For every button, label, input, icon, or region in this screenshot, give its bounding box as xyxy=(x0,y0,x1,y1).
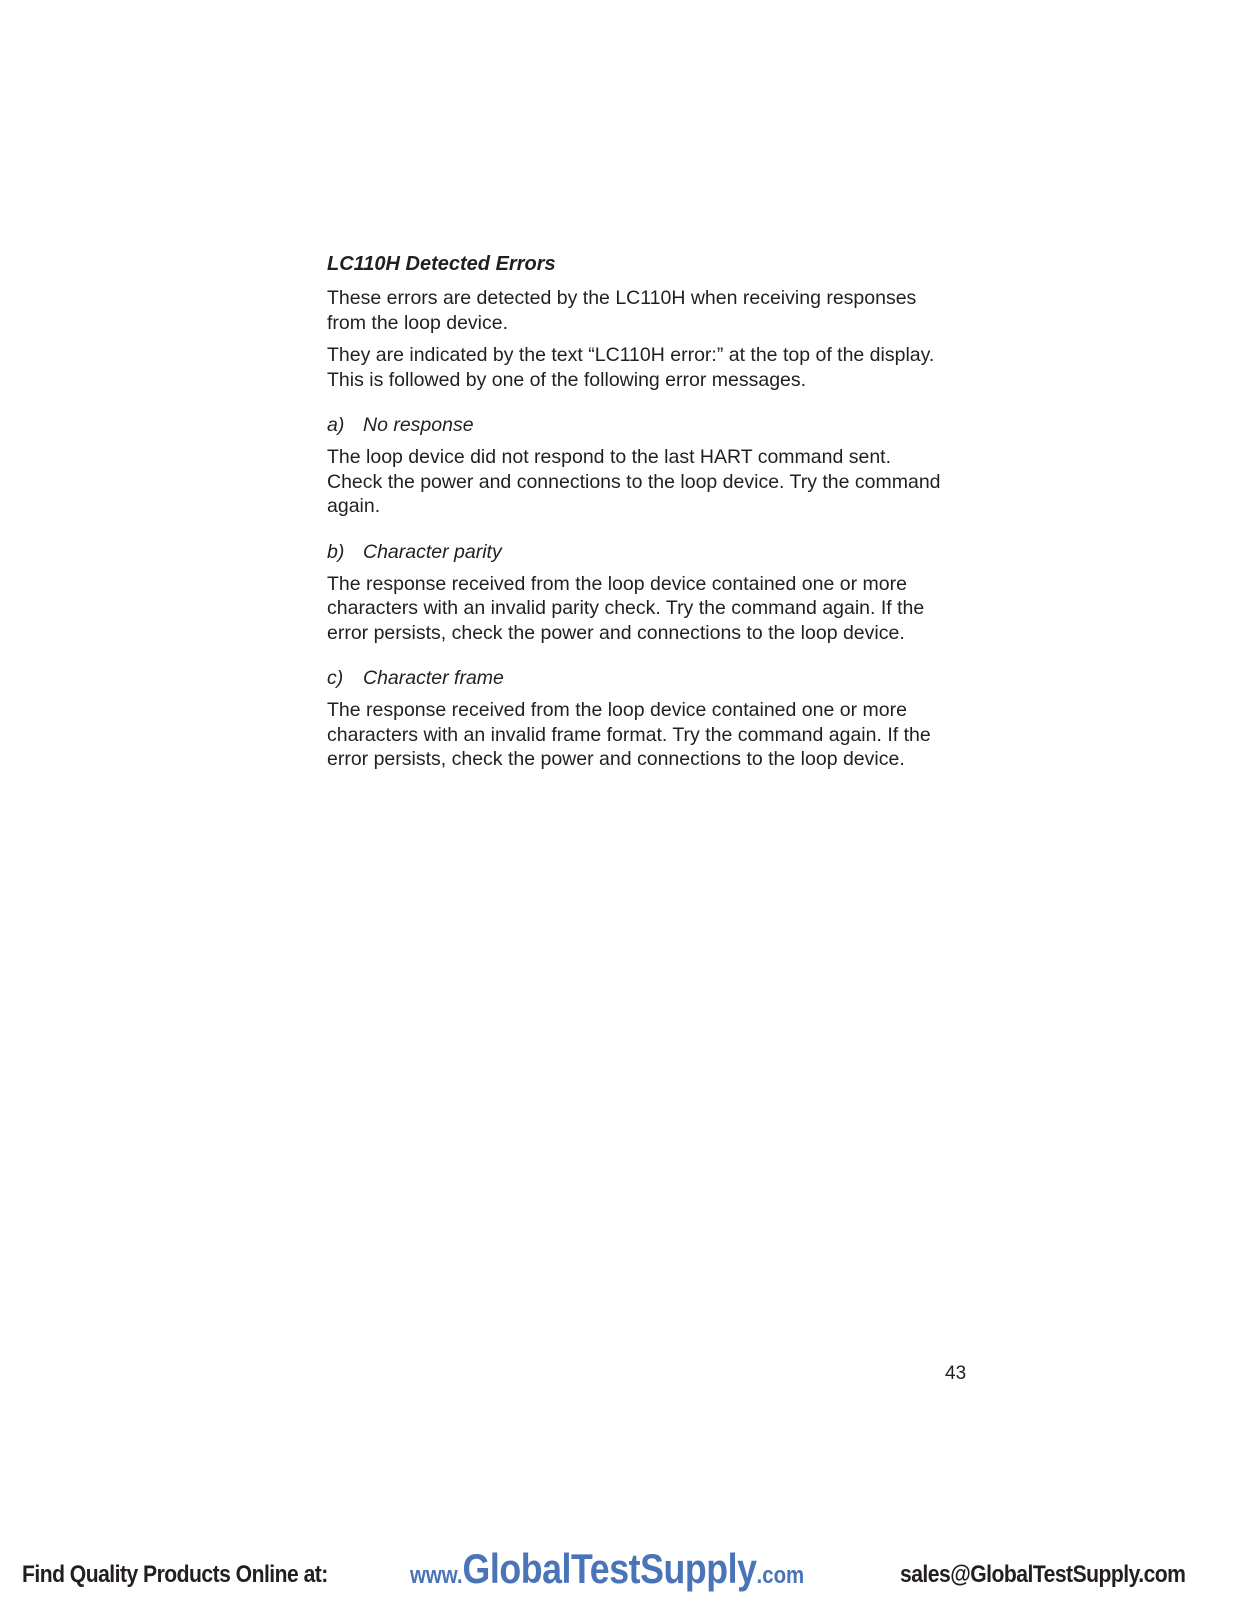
item-title-text: Character frame xyxy=(363,667,504,689)
website-link[interactable] xyxy=(410,1545,804,1593)
section-heading: LC110H Detected Errors xyxy=(327,253,556,275)
item-title-text: Character parity xyxy=(363,540,502,563)
footer-tagline: Find Quality Products Online at: xyxy=(22,1561,328,1588)
footer-banner xyxy=(0,1545,1237,1593)
item-letter: c) xyxy=(327,667,344,689)
item-letter: b) xyxy=(327,540,345,563)
url-domain: GlobalTestSupply xyxy=(462,1545,757,1592)
error-item-description: The response received from the loop device contained one or more characters with an invalid frame format. Try the command again. If the error persists, check the power and connections to the loop device. xyxy=(327,699,931,770)
document-content xyxy=(327,250,947,780)
error-item-description: The loop device did not respond to the last HART command sent. Check the power and connections to the loop device. Try the command again. xyxy=(327,446,941,517)
url-prefix: www. xyxy=(410,1562,463,1589)
error-item-title xyxy=(327,540,947,564)
item-letter: a) xyxy=(327,414,345,436)
page-number: 43 xyxy=(945,1363,967,1384)
error-item-description: The response received from the loop device contained one or more characters with an invalid parity check. Try the command again. If the error persists, check the power and connections to the loop device. xyxy=(327,572,925,644)
error-item-title xyxy=(327,413,947,437)
item-title-text: No response xyxy=(363,414,474,436)
error-item-title xyxy=(327,666,947,690)
intro-paragraph: These errors are detected by the LC110H when receiving responses from the loop device. xyxy=(327,287,917,334)
intro-paragraph: They are indicated by the text “LC110H error:” at the top of the display. This is followed by one of the following error messages. xyxy=(327,344,935,391)
url-tld: .com xyxy=(756,1562,805,1589)
email-link[interactable]: sales@GlobalTestSupply.com xyxy=(900,1561,1186,1588)
